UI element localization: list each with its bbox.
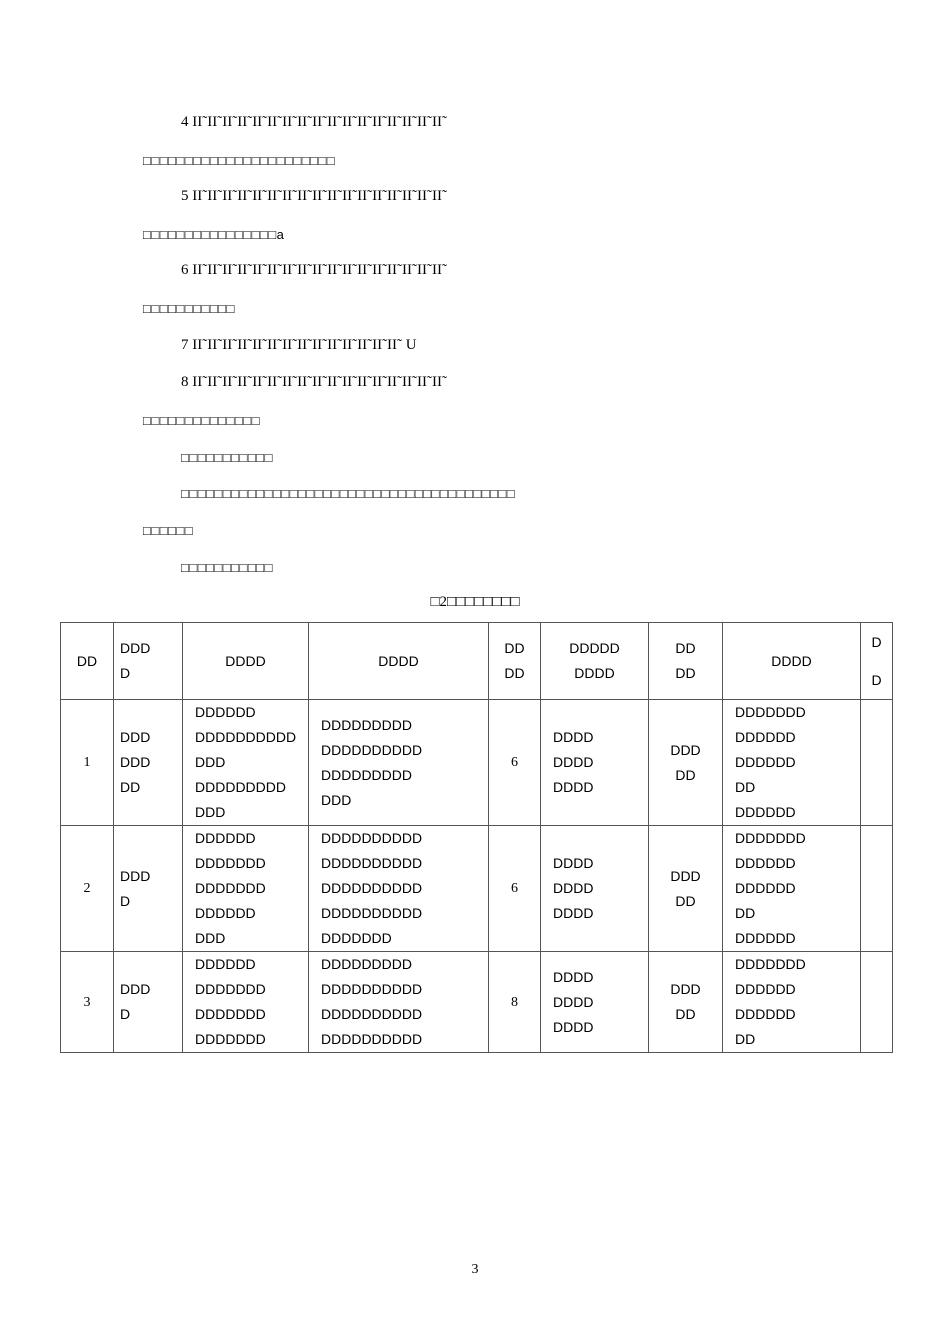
cell-text-line: DDDDDDD (321, 930, 392, 946)
cell-text-line: DDDDDDD (195, 981, 266, 997)
table-cell (114, 826, 183, 952)
cell-text-line: DDDDDD (735, 804, 796, 820)
cell-text-line: DD (675, 640, 696, 656)
cell-text-line: DDDD (574, 665, 615, 681)
cell-text-line: DDDDDD (195, 704, 256, 720)
cell-text-line: DD (735, 905, 756, 921)
cell-text-line: DDD (195, 804, 226, 820)
table-row (61, 952, 893, 1053)
cell-text-line: DDDDDDDDDD (321, 905, 423, 921)
cell-text-line: DDDDDDD (195, 1006, 266, 1022)
header-cell: DDDD (309, 623, 489, 700)
cell-text-line: DDDDD (569, 640, 620, 656)
cell-text-line: DD (675, 766, 696, 783)
cell-text-line: DD (504, 640, 525, 656)
paragraph-line: □□□□□□ (143, 523, 194, 538)
table-row (61, 826, 893, 952)
cell-text-line: DDDDDD (735, 1006, 796, 1022)
table-header-row (61, 623, 893, 700)
cell-text-line: DDDDDDD (195, 855, 266, 871)
list-item-8: 8 ӀӀ˜ӀӀ˜ӀӀ˜ӀӀ˜ӀӀ˜ӀӀ˜ӀӀ˜ӀӀ˜ӀӀ˜ӀӀ˜ӀӀ˜ӀӀ˜ӀӀ˜ӀӀ˜ӀӀ˜ӀӀ˜ӀӀ˜ (181, 374, 448, 390)
cell-text-line: DDD (120, 867, 151, 884)
cell-text-line: DDD (670, 741, 701, 758)
cell-text-line: DDDDDD (735, 981, 796, 997)
cell-text-line: DDDDDD (735, 855, 796, 871)
list-item-6-continuation: □□□□□□□□□□□ (143, 301, 235, 316)
row-number: 1 (61, 700, 114, 826)
cell-text-line: DDDD (553, 968, 594, 985)
table-cell (723, 952, 861, 1053)
cell-text-line: DDDDDDDDD (321, 716, 412, 733)
cell-text-line: DD (735, 779, 756, 795)
table-cell (183, 826, 309, 952)
table-cell (183, 952, 309, 1053)
cell-text-line: DDDD (553, 880, 594, 896)
table-cell (541, 826, 649, 952)
list-item-7: 7 ӀӀ˜ӀӀ˜ӀӀ˜ӀӀ˜ӀӀ˜ӀӀ˜ӀӀ˜ӀӀ˜ӀӀ˜ӀӀ˜ӀӀ˜ӀӀ˜ӀӀ˜ӀӀ˜ U (181, 337, 417, 353)
cell-text-line: DDDD (553, 993, 594, 1010)
table-cell: 8 (489, 952, 541, 1053)
header-cell (541, 623, 649, 700)
cell-text-line: DDD (670, 867, 701, 884)
header-cell (861, 623, 893, 700)
cell-text-line: DDDDDDD (195, 1031, 266, 1047)
cell-text-line: DDD (120, 754, 151, 770)
row-number: 3 (61, 952, 114, 1053)
cell-text-line: DDDDDDD (735, 956, 806, 972)
cell-text-line: DD (675, 1006, 696, 1022)
paragraph-line: □□□□□□□□□□□ (181, 450, 273, 465)
list-item-8-continuation: □□□□□□□□□□□□□□ (143, 413, 260, 428)
cell-text-line: DDD (195, 754, 226, 770)
table-caption: □2□□□□□□□□ (430, 594, 520, 610)
cell-text-line: DDD (120, 981, 151, 997)
table-cell (114, 952, 183, 1053)
cell-text-line: DD (675, 665, 696, 681)
cell-text-line: DDDDDDDDDD (321, 855, 423, 871)
cell-text-line: DDDDDD (735, 930, 796, 946)
cell-text-line: DDDDDDD (735, 704, 806, 720)
cell-text-line: D (871, 634, 882, 650)
header-cell (649, 623, 723, 700)
cell-text-line: DDDDDDDDDD (195, 729, 297, 745)
header-cell: DDDD (183, 623, 309, 700)
row-number: 2 (61, 826, 114, 952)
cell-text-line: DDDD (553, 754, 594, 770)
cell-text-line: DDD (120, 729, 151, 745)
table-cell (649, 952, 723, 1053)
table-row (61, 700, 893, 826)
table-cell (541, 700, 649, 826)
table-cell (723, 700, 861, 826)
table-cell (114, 700, 183, 826)
cell-text-line: DDDD (553, 1018, 594, 1035)
paragraph-line: □□□□□□□□□□□□□□□□□□□□□□□□□□□□□□□□□□□□□□□□ (181, 486, 516, 501)
cell-text-line: DD (504, 665, 525, 681)
cell-text-line: DDDDDDDDD (321, 956, 412, 972)
table-cell (723, 826, 861, 952)
cell-text-line: DD (675, 892, 696, 909)
cell-text-line: DDD (670, 981, 701, 997)
table-cell (861, 826, 893, 952)
table-cell (309, 952, 489, 1053)
cell-text-line: D (871, 672, 882, 688)
cell-text-line: DDDD (553, 905, 594, 921)
cell-text-line: DDDDDDDDD (321, 766, 412, 783)
cell-text-line: DDDD (553, 729, 594, 745)
table-cell (309, 826, 489, 952)
page-number: 3 (471, 1262, 479, 1277)
cell-text-line: DDDDDD (195, 956, 256, 972)
cell-text-line: DDDDDD (195, 830, 256, 846)
cell-text-line: DDDDDD (195, 905, 256, 921)
cell-text-line: DDDD (553, 855, 594, 871)
cell-text-line: DDDD (553, 779, 594, 795)
cell-text-line: DDDDDDDDDD (321, 981, 423, 997)
table-cell (183, 700, 309, 826)
table-cell (861, 952, 893, 1053)
header-cell: DD (61, 623, 114, 700)
cell-text-line: DDDDDDDDDD (321, 1006, 423, 1022)
list-item-6: 6 ӀӀ˜ӀӀ˜ӀӀ˜ӀӀ˜ӀӀ˜ӀӀ˜ӀӀ˜ӀӀ˜ӀӀ˜ӀӀ˜ӀӀ˜ӀӀ˜ӀӀ˜ӀӀ˜ӀӀ˜ӀӀ˜ӀӀ˜ (181, 262, 448, 278)
list-item-5-continuation: □□□□□□□□□□□□□□□□a (143, 227, 285, 242)
table-cell (309, 700, 489, 826)
cell-text-line: DDD (195, 930, 226, 946)
table-cell: 6 (489, 826, 541, 952)
list-item-5: 5 ӀӀ˜ӀӀ˜ӀӀ˜ӀӀ˜ӀӀ˜ӀӀ˜ӀӀ˜ӀӀ˜ӀӀ˜ӀӀ˜ӀӀ˜ӀӀ˜ӀӀ˜ӀӀ˜ӀӀ˜ӀӀ˜ӀӀ˜ (181, 188, 448, 204)
list-item-4-continuation: □□□□□□□□□□□□□□□□□□□□□□□ (143, 153, 336, 168)
header-cell (489, 623, 541, 700)
cell-text-line: DDD (321, 791, 352, 808)
table-cell (649, 826, 723, 952)
cell-text-line: DDDDDD (735, 880, 796, 896)
cell-text-line: DDDDDDD (195, 880, 266, 896)
cell-text-line: D (120, 892, 131, 909)
paragraph-line: □□□□□□□□□□□ (181, 560, 273, 575)
cell-text-line: DDDDDDDDDD (321, 1031, 423, 1047)
table-cell (541, 952, 649, 1053)
cell-text-line: DDDDDDDDDD (321, 741, 423, 758)
table-cell (861, 700, 893, 826)
cell-text-line: DDDDDD (735, 754, 796, 770)
list-item-4: 4 ӀӀ˜ӀӀ˜ӀӀ˜ӀӀ˜ӀӀ˜ӀӀ˜ӀӀ˜ӀӀ˜ӀӀ˜ӀӀ˜ӀӀ˜ӀӀ˜ӀӀ˜ӀӀ˜ӀӀ˜ӀӀ˜ӀӀ˜ (181, 114, 448, 130)
cell-text-line: DD (120, 779, 141, 795)
header-cell (114, 623, 183, 700)
cell-text-line: DD (735, 1031, 756, 1047)
cell-text-line: DDDDDD (735, 729, 796, 745)
table-cell (649, 700, 723, 826)
header-cell: DDDD (723, 623, 861, 700)
data-table (60, 622, 893, 1053)
cell-text-line: D (120, 665, 131, 681)
table-cell: 6 (489, 700, 541, 826)
cell-text-line: DDDDDDDDDD (321, 880, 423, 896)
cell-text-line: DDDDDDDDDD (321, 830, 423, 846)
cell-text-line: DDDDDDD (735, 830, 806, 846)
cell-text-line: DDD (120, 640, 151, 656)
cell-text-line: D (120, 1006, 131, 1022)
cell-text-line: DDDDDDDDD (195, 779, 286, 795)
